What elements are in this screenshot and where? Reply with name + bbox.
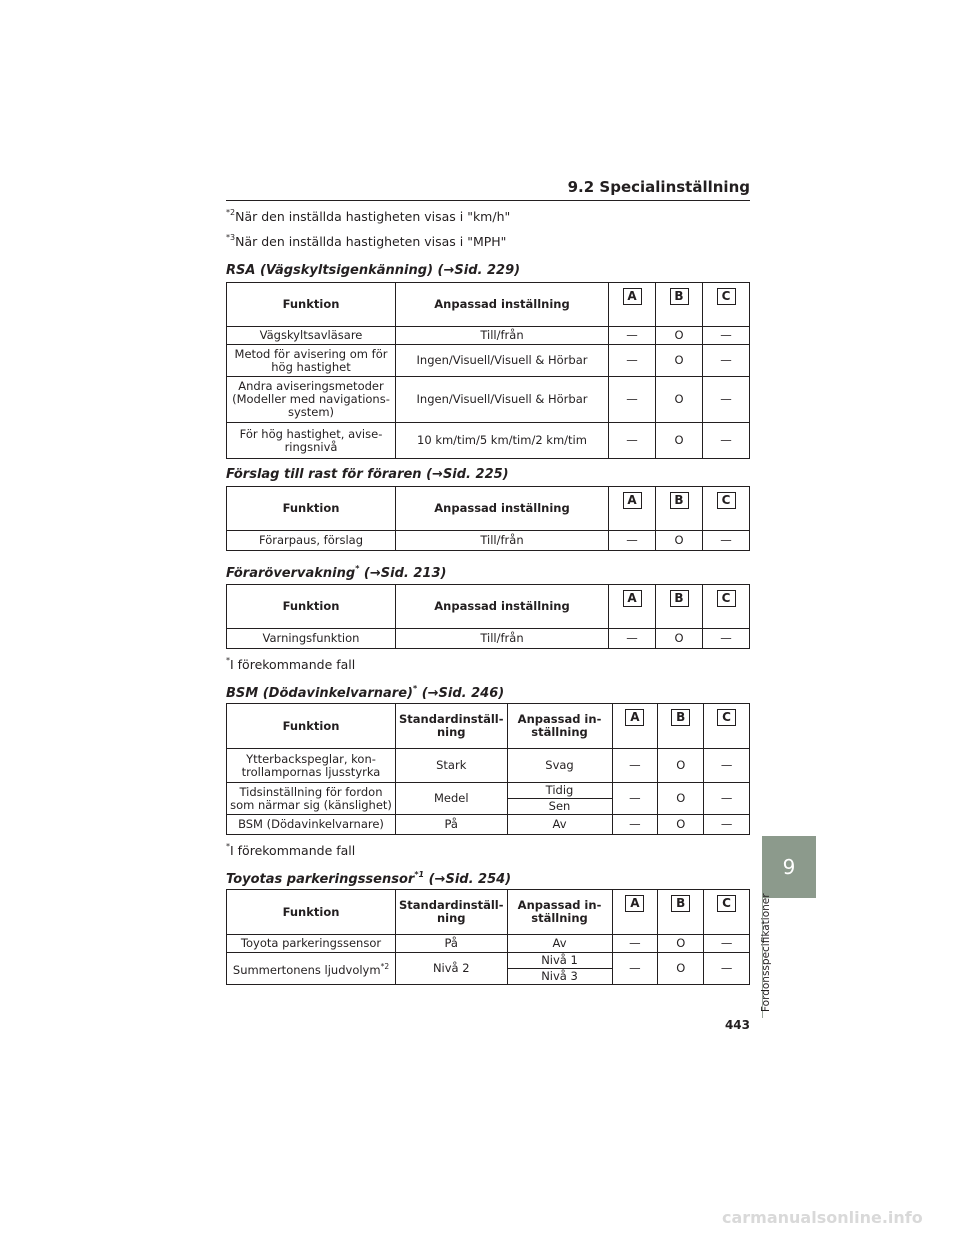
section-title-text: Förarövervakning xyxy=(226,566,356,581)
footnote-mark: *2 xyxy=(380,962,390,971)
table-row xyxy=(227,423,750,459)
cell-b: O xyxy=(656,345,703,377)
rest-table xyxy=(226,486,750,551)
cell-a: — xyxy=(612,953,658,985)
cell-custom: Av xyxy=(507,935,612,953)
col-c xyxy=(703,283,750,327)
cell-custom: Ingen/Visuell/Visuell & Hörbar xyxy=(396,377,609,423)
cell-function-text: Summertonens ljudvolym xyxy=(232,963,381,977)
rsa-table xyxy=(226,282,750,459)
col-function: Funktion xyxy=(227,283,396,327)
page-header xyxy=(226,178,750,201)
cell-b: O xyxy=(658,953,704,985)
asterisk-mark: *1 xyxy=(414,870,425,879)
cell-default: På xyxy=(396,935,508,953)
col-custom: Anpassad inställning xyxy=(396,487,609,531)
arrow-icon: → xyxy=(432,467,443,482)
footnote-driver xyxy=(226,656,355,672)
header-title: 9.2 Specialinställning xyxy=(567,178,750,196)
col-a xyxy=(612,890,658,935)
cell-custom: Nivå 3 xyxy=(507,969,612,985)
driver-table xyxy=(226,584,750,649)
table-row xyxy=(227,377,750,423)
cell-custom: Av xyxy=(507,815,612,835)
cell-function: Toyota parkeringssensor xyxy=(227,935,396,953)
asterisk-mark: * xyxy=(412,684,418,693)
col-b xyxy=(656,487,703,531)
cell-c: — xyxy=(704,749,750,783)
col-function: Funktion xyxy=(227,704,396,749)
key-b-icon: B xyxy=(671,895,690,912)
cell-b: O xyxy=(658,783,704,815)
cell-b: O xyxy=(656,423,703,459)
parking-table xyxy=(226,889,750,985)
col-c xyxy=(703,585,750,629)
cell-a: — xyxy=(609,327,656,345)
cell-custom: Till/från xyxy=(396,327,609,345)
col-a xyxy=(609,487,656,531)
page-ref-link[interactable]: Sid. 246) xyxy=(438,686,505,701)
cell-custom: 10 km/tim/5 km/tim/2 km/tim xyxy=(396,423,609,459)
section-title-bsm: BSM (Dödavinkelvarnare)* (→Sid. 246) xyxy=(226,684,505,701)
cell-custom: Till/från xyxy=(396,629,609,649)
col-a xyxy=(609,283,656,327)
arrow-icon: → xyxy=(369,566,381,581)
cell-function: Varningsfunktion xyxy=(227,629,396,649)
key-c-icon: C xyxy=(717,288,736,305)
cell-function: Tidsinställning för fordon som närmar sig (känslighet) xyxy=(227,783,396,815)
cell-custom: Ingen/Visuell/Visuell & Hörbar xyxy=(396,345,609,377)
cell-c: — xyxy=(703,327,750,345)
col-c xyxy=(703,487,750,531)
cell-function: Andra aviseringsmetoder (Modeller med navigations-system) xyxy=(227,377,396,423)
footnote-mark: * xyxy=(226,842,230,851)
col-b xyxy=(656,585,703,629)
col-custom: Anpassad inställning xyxy=(396,283,609,327)
col-a xyxy=(612,704,658,749)
chapter-label: Fordonsspecifikationer xyxy=(760,893,772,1012)
key-c-icon: C xyxy=(717,590,736,607)
arrow-icon: → xyxy=(443,263,455,278)
cell-b: O xyxy=(658,935,704,953)
key-c-icon: C xyxy=(717,709,736,726)
col-b xyxy=(658,890,704,935)
section-title-text: Toyotas parkeringssensor xyxy=(226,872,415,887)
footnote-mark: *2 xyxy=(226,208,236,217)
cell-custom: Sen xyxy=(507,799,612,815)
key-a-icon: A xyxy=(623,288,642,305)
cell-default: På xyxy=(396,815,508,835)
chapter-number: 9 xyxy=(782,855,796,879)
watermark: carmanualsonline.info xyxy=(722,1208,923,1227)
cell-a: — xyxy=(612,783,658,815)
cell-custom: Nivå 1 xyxy=(507,953,612,969)
footnote-mark: *3 xyxy=(226,233,236,242)
footnote-text: När den inställda hastigheten visas i "MPH" xyxy=(235,234,507,249)
table-row xyxy=(227,327,750,345)
footnote-mark: * xyxy=(226,656,230,665)
chapter-tab[interactable] xyxy=(762,836,816,898)
cell-a: — xyxy=(609,377,656,423)
cell-custom: Till/från xyxy=(396,531,609,551)
cell-function: BSM (Dödavinkelvarnare) xyxy=(227,815,396,835)
table-row xyxy=(227,815,750,835)
cell-function: För hög hastighet, avise-ringsnivå xyxy=(227,423,396,459)
key-a-icon: A xyxy=(623,590,642,607)
col-a xyxy=(609,585,656,629)
cell-b: O xyxy=(656,531,703,551)
col-b xyxy=(658,704,704,749)
cell-a: — xyxy=(612,935,658,953)
page-ref-link[interactable]: Sid. 254) xyxy=(445,872,512,887)
col-default: Standardinställ-ning xyxy=(396,890,508,935)
cell-b: O xyxy=(656,377,703,423)
footnote-text: I förekommande fall xyxy=(230,657,356,672)
col-custom: Anpassad inställning xyxy=(396,585,609,629)
col-function: Funktion xyxy=(227,585,396,629)
section-title-rest xyxy=(226,467,509,482)
col-c xyxy=(704,704,750,749)
cell-c: — xyxy=(703,345,750,377)
cell-function: Ytterbackspeglar, kon-trollampornas ljusstyrka xyxy=(227,749,396,783)
arrow-icon: → xyxy=(427,686,439,701)
key-b-icon: B xyxy=(670,288,689,305)
section-title-text: RSA (Vägskyltsigenkänning) ( xyxy=(226,263,444,278)
cell-c: — xyxy=(703,531,750,551)
section-title-driver: Förarövervakning* (→Sid. 213) xyxy=(226,564,447,581)
col-default: Standardinställ-ning xyxy=(396,704,508,749)
page-ref-link[interactable]: Sid. 229) xyxy=(454,263,521,278)
cell-c: — xyxy=(704,935,750,953)
key-b-icon: B xyxy=(670,590,689,607)
cell-function xyxy=(227,953,396,985)
table-row xyxy=(227,749,750,783)
col-b xyxy=(656,283,703,327)
footnote-bsm xyxy=(226,842,355,858)
cell-function: Metod för avisering om för hög hastighet xyxy=(227,345,396,377)
key-b-icon: B xyxy=(671,709,690,726)
page-number: 443 xyxy=(724,1018,750,1032)
cell-c: — xyxy=(703,629,750,649)
table-row xyxy=(227,531,750,551)
table-row xyxy=(227,783,750,799)
bsm-table xyxy=(226,703,750,835)
key-c-icon: C xyxy=(717,895,736,912)
table-row xyxy=(227,935,750,953)
cell-c: — xyxy=(704,815,750,835)
cell-b: O xyxy=(658,815,704,835)
footnote-3 xyxy=(226,233,506,249)
table-row xyxy=(227,345,750,377)
cell-custom: Svag xyxy=(507,749,612,783)
cell-function: Förarpaus, förslag xyxy=(227,531,396,551)
key-a-icon: A xyxy=(623,492,642,509)
table-row xyxy=(227,629,750,649)
table-row xyxy=(227,953,750,969)
footnote-2 xyxy=(226,208,510,224)
cell-default: Medel xyxy=(396,783,508,815)
page-ref-link[interactable]: Sid. 225) xyxy=(442,467,509,482)
arrow-icon: → xyxy=(434,872,446,887)
footnote-text: När den inställda hastigheten visas i "km/h" xyxy=(235,209,511,224)
cell-c: — xyxy=(704,953,750,985)
cell-function: Vägskyltsavläsare xyxy=(227,327,396,345)
col-custom: Anpassad in-ställning xyxy=(507,890,612,935)
key-c-icon: C xyxy=(717,492,736,509)
cell-a: — xyxy=(609,345,656,377)
cell-c: — xyxy=(704,783,750,815)
page-ref-link[interactable]: Sid. 213) xyxy=(380,566,447,581)
section-title-parking: Toyotas parkeringssensor$^{*1}$ (→Sid. 254) xyxy=(226,870,512,887)
section-title-rsa xyxy=(226,263,520,278)
section-title-text: Förslag till rast för föraren ( xyxy=(226,467,433,482)
cell-c: — xyxy=(703,423,750,459)
col-function: Funktion xyxy=(227,890,396,935)
cell-default: Nivå 2 xyxy=(396,953,508,985)
cell-a: — xyxy=(612,749,658,783)
cell-b: O xyxy=(658,749,704,783)
cell-custom: Tidig xyxy=(507,783,612,799)
col-custom: Anpassad in-ställning xyxy=(507,704,612,749)
cell-c: — xyxy=(703,377,750,423)
key-b-icon: B xyxy=(670,492,689,509)
footnote-text: I förekommande fall xyxy=(230,843,356,858)
key-a-icon: A xyxy=(625,895,644,912)
cell-b: O xyxy=(656,327,703,345)
section-title-text: BSM (Dödavinkelvarnare) xyxy=(226,686,413,701)
cell-a: — xyxy=(609,423,656,459)
cell-a: — xyxy=(612,815,658,835)
key-a-icon: A xyxy=(625,709,644,726)
cell-b: O xyxy=(656,629,703,649)
col-function: Funktion xyxy=(227,487,396,531)
cell-a: — xyxy=(609,629,656,649)
cell-a: — xyxy=(609,531,656,551)
col-c xyxy=(704,890,750,935)
cell-default: Stark xyxy=(396,749,508,783)
asterisk-mark: * xyxy=(355,564,360,573)
